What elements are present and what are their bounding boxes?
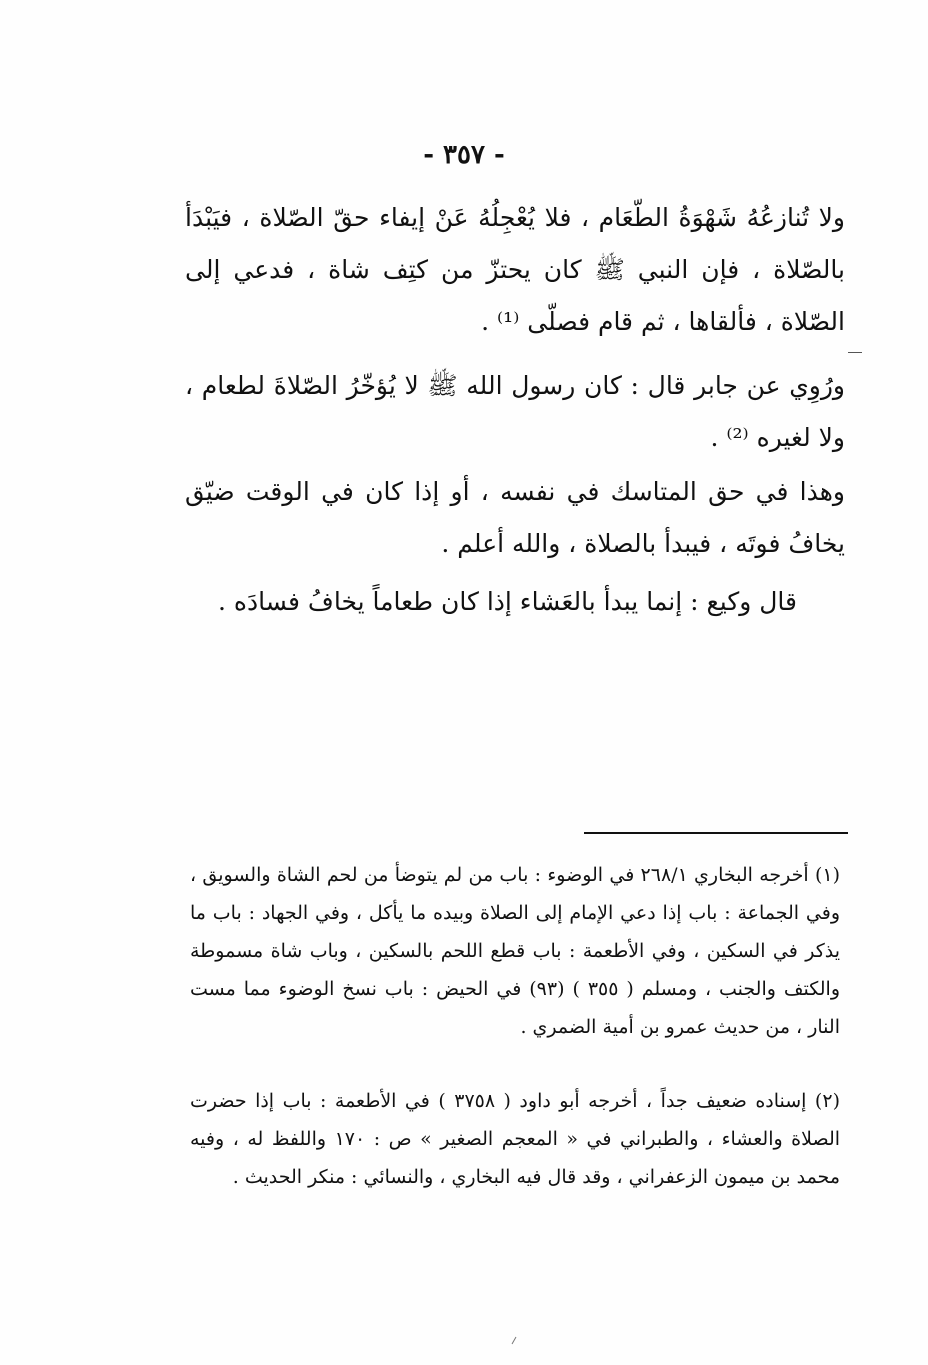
paragraph-3 [185, 466, 881, 570]
paragraph-1-text: ولا تُنازعُهُ شَهْوَةُ الطّعَام ، فلا يُعْجِلُهُ عَنْ إيفاء حقّ الصّلاة ، فيَبْدَأ بالصّلاة ، فإن النبي ﷺ كان يحتزّ من كتِف شاة ، فدعي إلى الصّلاة ، فألقاها ، ثم قام فصلّى ⁽¹⁾ . [185, 203, 845, 336]
footnote-2 [190, 1082, 870, 1196]
footnote-1-text: (١) أخرجه البخاري ٢٦٨/١ في الوضوء : باب من لم يتوضأ من لحم الشاة والسويق ، وفي الجماعة : باب إذا دعي الإمام إلى الصلاة وبيده ما يأكل ، وفي الجهاد : باب ما يذكر في السكين ، وفي الأطعمة : باب قطع اللحم بالسكين ، وباب شاة مسموطة والكتف والجنب ، ومسلم ( ٣٥٥ ) (٩٣) في الحيض : باب نسخ الوضوء مما مست النار ، من حديث عمرو بن أمية الضمري . [190, 864, 841, 1038]
page-number: - ٣٥٧ - [423, 140, 505, 170]
scan-mark [512, 1337, 517, 1344]
paragraph-4 [185, 576, 845, 628]
paragraph-2 [185, 360, 881, 464]
paragraph-2-text: ورُوِي عن جابر قال : كان رسول الله ﷺ لا يُؤخّرُ الصّلاةَ لطعام ، ولا لغيره ⁽²⁾ . [185, 371, 845, 452]
paragraph-3-text: وهذا في حق المتاسك في نفسه ، أو إذا كان في الوقت ضيّق يخافُ فوتَه ، فيبدأ بالصلاة ، والله أعلم . [185, 477, 845, 558]
paragraph-4-text: قال وكيع : إنما يبدأ بالعَشاء إذا كان طعاماً يخافُ فسادَه . [217, 587, 797, 616]
paragraph-1 [185, 192, 845, 348]
footnote-divider [584, 832, 848, 834]
footnote-1 [190, 856, 870, 1046]
footnote-2-text: (٢) إسناده ضعيف جداً ، أخرجه أبو داود ( ٣٧٥٨ ) في الأطعمة : باب إذا حضرت الصلاة والعشاء ، والطبراني في « المعجم الصغير » ص : ١٧٠ واللفظ له ، وفيه محمد بن ميمون الزعفراني ، وقد قال فيه البخاري ، والنسائي : منكر الحديث . [190, 1090, 841, 1188]
margin-mark [848, 352, 862, 353]
